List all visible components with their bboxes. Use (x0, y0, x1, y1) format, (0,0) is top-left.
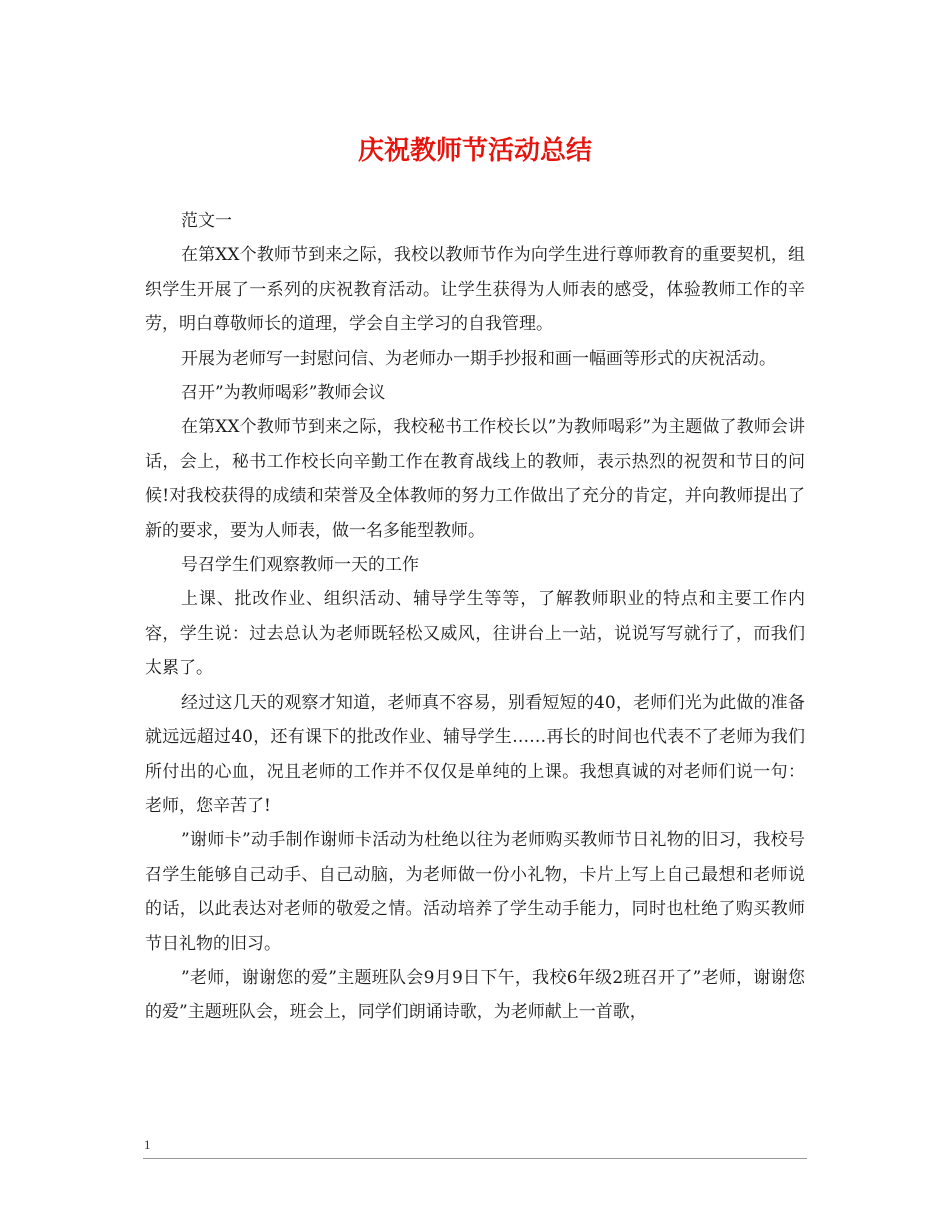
footer-divider (143, 1158, 807, 1159)
paragraph: 经过这几天的观察才知道，老师真不容易，别看短短的40，老师们光为此做的准备就远远超过40，还有课下的批改作业、辅导学生……再长的时间也代表不了老师为我们所付出的心血，况且老师的工作并不仅仅是单纯的上课。我想真诚的对老师们说一句：老师，您辛苦了! (145, 692, 805, 816)
paragraph: 范文一 (181, 211, 232, 231)
paragraph: 开展为老师写一封慰问信、为老师办一期手抄报和画一幅画等形式的庆祝活动。 (181, 348, 776, 369)
paragraph: 在第XX个教师节到来之际，我校以教师节作为向学生进行尊师教育的重要契机，组织学生开展了一系列的庆祝教育活动。让学生获得为人师表的感受，体验教师工作的辛劳，明白尊敬师长的道理，学会自主学习的自我管理。 (145, 245, 805, 335)
page-number: 1 (144, 1137, 151, 1152)
document-body (145, 204, 805, 1030)
paragraph: 上课、批改作业、组织活动、辅导学生等等，了解教师职业的特点和主要工作内容，学生说：过去总认为老师既轻松又威风，往讲台上一站，说说写写就行了，而我们太累了。 (145, 589, 805, 679)
document-title: 庆祝教师节活动总结 (357, 136, 592, 166)
paragraph: 号召学生们观察教师一天的工作 (181, 555, 419, 576)
paragraph: ”老师，谢谢您的爱”主题班队会9月9日下午，我校6年级2班召开了”老师，谢谢您的爱”主题班队会，班会上，同学们朗诵诗歌，为老师献上一首歌， (145, 967, 805, 1023)
paragraph: 召开”为教师喝彩”教师会议 (181, 383, 386, 404)
paragraph: ”谢师卡”动手制作谢师卡活动为杜绝以往为老师购买教师节日礼物的旧习，我校号召学生能够自己动手、自己动脑，为老师做一份小礼物，卡片上写上自己最想和老师说的话，以此表达对老师的敬爱之情。活动培养了学生动手能力，同时也杜绝了购买教师节日礼物的旧习。 (145, 830, 805, 954)
paragraph: 在第XX个教师节到来之际，我校秘书工作校长以”为教师喝彩”为主题做了教师会讲话，会上，秘书工作校长向辛勤工作在教育战线上的教师，表示热烈的祝贺和节日的问候!对我校获得的成绩和荣誉及全体教师的努力工作做出了充分的肯定，并向教师提出了新的要求，要为人师表，做一名多能型教师。 (145, 417, 805, 541)
